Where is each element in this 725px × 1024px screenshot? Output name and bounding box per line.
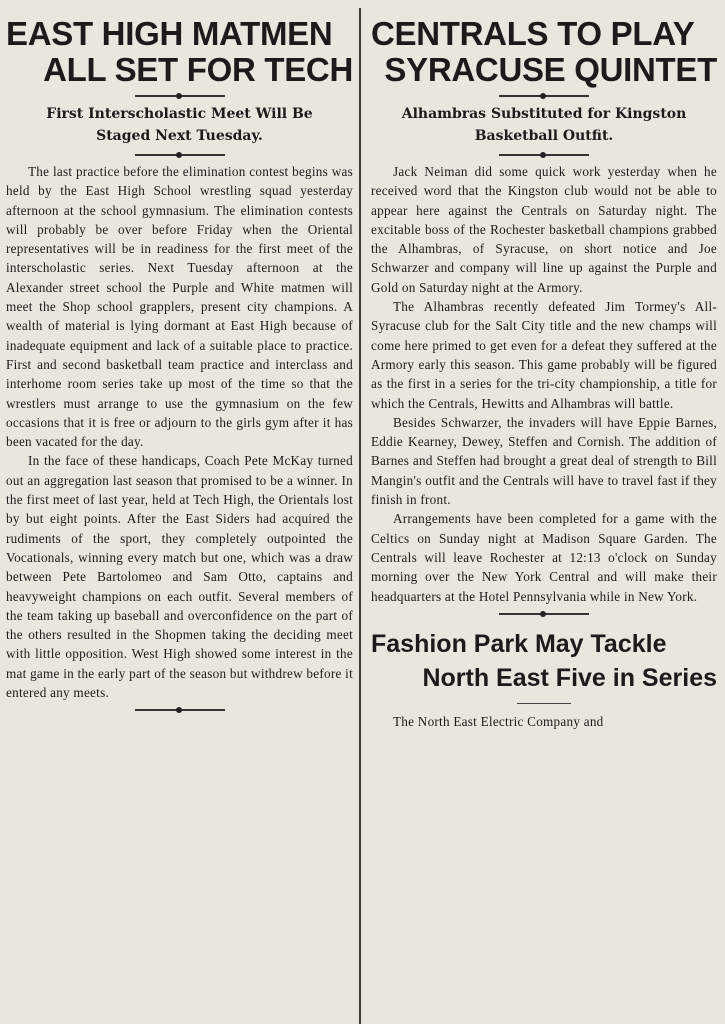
right-headline-line-2: SYRACUSE QUINTET	[384, 51, 717, 88]
third-headline	[371, 627, 717, 695]
right-headline	[371, 16, 717, 88]
third-paragraph-1: The North East Electric Company and	[393, 713, 604, 729]
right-paragraph-1: Jack Neiman did some quick work yesterday when he received word that the Kingston club would not be able to appear here against the Centrals on Saturday night. The excitable boss of the Rochester basketball champions grabbed the Alhambras, of Syracuse, on short notice and Joe Schwarzer and company will line up against the Purple and Gold on Saturday night at the Armory.	[371, 164, 717, 295]
right-subhead-line-2: Basketball Outfit.	[474, 128, 614, 144]
left-column	[0, 0, 360, 1024]
left-subhead	[6, 103, 353, 147]
third-headline-line-2: North East Five in Series	[422, 663, 717, 692]
right-subhead	[371, 103, 717, 147]
right-paragraph-4: Arrangements have been completed for a game with the Celtics on Sunday night at Madison Square Garden. The Centrals will leave Rochester at 12:13 o'clock on Sunday morning over the New York Central and will make their headquarters at the Hotel Pennsylvania while in New York.	[371, 511, 717, 604]
left-paragraph-2: In the face of these handicaps, Coach Pete McKay turned out an aggregation last season that promised to be a winner. In the first meet of last year, held at Tech High, the Orientals lost by but eight points. After the East Siders had acquired the rudiments of the sport, they completely outpointed the Vocationals, winning every match but one, which was a draw between Pete Bartolomeo and Sam Otto, captains and heavyweight champions on each outfit. Several members of the team taking up baseball and overconfidence on the part of the others resulted in the Shopmen taking the deciding meet with little opposition. West High showed some interest in the mat game in the early part of the season but withdrew before it entered any meets.	[6, 453, 353, 701]
subhead-divider	[135, 154, 225, 156]
left-paragraph-1: The last practice before the elimination contest begins was held by the East High School wrestling squad yesterday afternoon at the school gymnasium. The elimination contests will probably be over before Friday when the Oriental representatives will be in readiness for the first meet of the interscholastic series. Next Tuesday afternoon at the Alexander street school the Purple and White matmen will meet the Shop school grapplers, present city champions. A wealth of material is lying dormant at East High because of inadequate equipment and lack of a suitable place to practice. First and second basketball team practice and interclass and interhome room series take up most of the time so that the wrestlers must arrange to use the gymnasium on the few occasions that it is free or adjourn to the girls gym after it has been vacated for the day.	[6, 164, 353, 450]
right-article-body	[371, 162, 717, 606]
right-headline-line-1: CENTRALS TO PLAY	[371, 15, 695, 52]
left-subhead-line-2: Staged Next Tuesday.	[96, 128, 263, 144]
left-headline-line-1: EAST HIGH MATMEN	[6, 15, 333, 52]
left-subhead-line-1: First Interscholastic Meet Will Be	[46, 106, 313, 122]
right-paragraph-3: Besides Schwarzer, the invaders will have Eppie Barnes, Eddie Kearney, Dewey, Steffen and Cornish. The addition of Barnes and Steffen had brought a great deal of strength to Bill Mangin's outfit and the Centrals will have to travel fast if they finish in front.	[371, 414, 717, 508]
left-article-body	[6, 162, 353, 702]
left-headline	[6, 16, 353, 88]
headline-divider	[135, 95, 225, 97]
subhead-divider	[499, 154, 589, 156]
headline-divider	[499, 95, 589, 97]
article-divider	[499, 613, 589, 615]
third-headline-divider	[517, 703, 571, 704]
right-paragraph-2: The Alhambras recently defeated Jim Tormey's All-Syracuse club for the Salt City title and the new champs will come here primed to get even for a defeat they suffered at the Armory early this season. This game probably will be figured as the first in a series for the tri-city championship, a title for which the Centrals, Hewitts and Alhambras will battle.	[371, 299, 717, 411]
right-subhead-line-1: Alhambras Substituted for Kingston	[401, 106, 687, 122]
third-article-body	[371, 712, 717, 731]
third-headline-line-1: Fashion Park May Tackle	[371, 629, 667, 658]
right-column	[363, 0, 725, 1024]
end-divider	[135, 709, 225, 711]
left-headline-line-2: ALL SET FOR TECH	[43, 51, 353, 88]
